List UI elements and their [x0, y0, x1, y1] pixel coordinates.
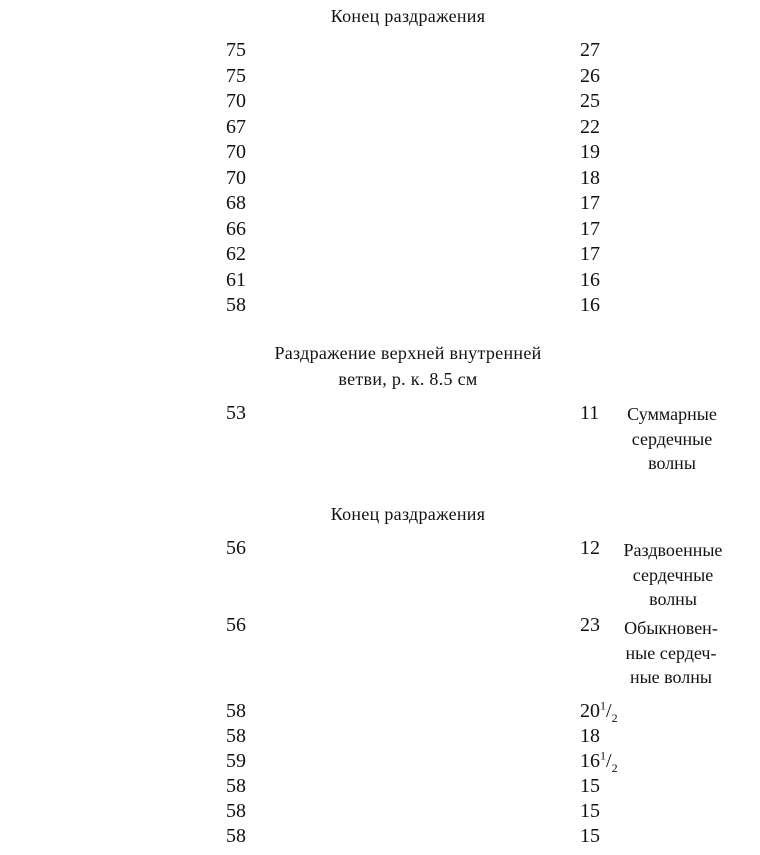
- table-row-5-right: 19: [580, 141, 600, 163]
- table-row-11-left: 58: [226, 294, 246, 316]
- value-whole: 20: [580, 700, 600, 722]
- fraction-denominator: 2: [611, 761, 618, 775]
- table-row-2-right: 26: [580, 64, 600, 87]
- table-row-3-left: 70: [226, 90, 246, 112]
- table-row-10-right: 16: [580, 268, 600, 291]
- table-row-6-left: 70: [226, 166, 246, 189]
- table-row-17-left: 59: [226, 750, 246, 772]
- table-row-15-right: $20^1/_2$: [580, 698, 618, 725]
- table-row-11-right: 16: [580, 294, 600, 316]
- section-heading-end-stimulation-2: Конец раздражения: [330, 504, 486, 524]
- note-line: волны: [649, 589, 697, 609]
- note-line: ные волны: [629, 667, 713, 687]
- table-row-15-left: 58: [226, 700, 246, 722]
- note-line: Раздвоенные: [623, 540, 723, 560]
- section-heading-stimulation: [0, 340, 760, 392]
- table-row-7-left: 68: [226, 192, 246, 214]
- section-heading-line-2: ветви, р. к. 8.5 см: [338, 369, 478, 389]
- table-row-10-left: 61: [226, 268, 246, 291]
- note-split-waves: [610, 538, 736, 612]
- table-row-8-right: 17: [580, 217, 600, 240]
- table-row-1-left: 75: [226, 39, 246, 61]
- note-line: сердечные: [631, 428, 713, 449]
- table-row-13-left: 56: [226, 537, 246, 559]
- table-row-8-left: 66: [226, 217, 246, 240]
- table-row-19-left: 58: [226, 800, 246, 822]
- table-row-6-right: 18: [580, 166, 600, 189]
- note-ordinary-waves: [612, 616, 730, 690]
- table-row-13-right: 12: [580, 537, 600, 559]
- table-row-4-right: 22: [580, 115, 600, 138]
- table-row-20-right: 15: [580, 825, 600, 847]
- fraction-denominator: 2: [611, 711, 618, 725]
- note-line: волны: [648, 453, 696, 473]
- note-line: Обыкновен-: [624, 618, 718, 638]
- table-row-7-right: 17: [580, 192, 600, 214]
- table-row-4-left: 67: [226, 115, 246, 138]
- table-row-16-left: 58: [226, 725, 246, 747]
- note-line: Суммарные: [627, 404, 717, 424]
- table-row-12-left: 53: [226, 402, 246, 424]
- note-line: сердечные: [632, 564, 714, 585]
- table-row-5-left: 70: [226, 141, 246, 163]
- table-row-9-right: 17: [580, 243, 600, 265]
- table-row-14-left: 56: [226, 614, 246, 636]
- table-row-20-left: 58: [226, 825, 246, 847]
- note-summary-waves: [612, 402, 732, 476]
- fraction-numerator: 1: [600, 698, 606, 713]
- section-heading-line-1: Раздражение верхней внутренней: [274, 343, 542, 363]
- value-whole: 16: [580, 750, 600, 772]
- table-row-1-right: 27: [580, 39, 600, 61]
- table-row-3-right: 25: [580, 90, 600, 112]
- section-heading-end-stimulation-1: Конец раздражения: [330, 6, 486, 26]
- table-row-14-right: 23: [580, 614, 600, 636]
- table-row-18-right: 15: [580, 775, 600, 797]
- table-row-9-left: 62: [226, 243, 246, 265]
- fraction-numerator: 1: [600, 748, 606, 763]
- table-row-2-left: 75: [226, 64, 246, 87]
- table-row-16-right: 18: [580, 725, 600, 747]
- table-row-17-right: $16^1/_2$: [580, 748, 618, 775]
- table-row-12-right: 11: [580, 402, 600, 424]
- table-row-18-left: 58: [226, 775, 246, 797]
- note-line: ные сердеч-: [625, 642, 717, 663]
- table-row-19-right: 15: [580, 800, 600, 822]
